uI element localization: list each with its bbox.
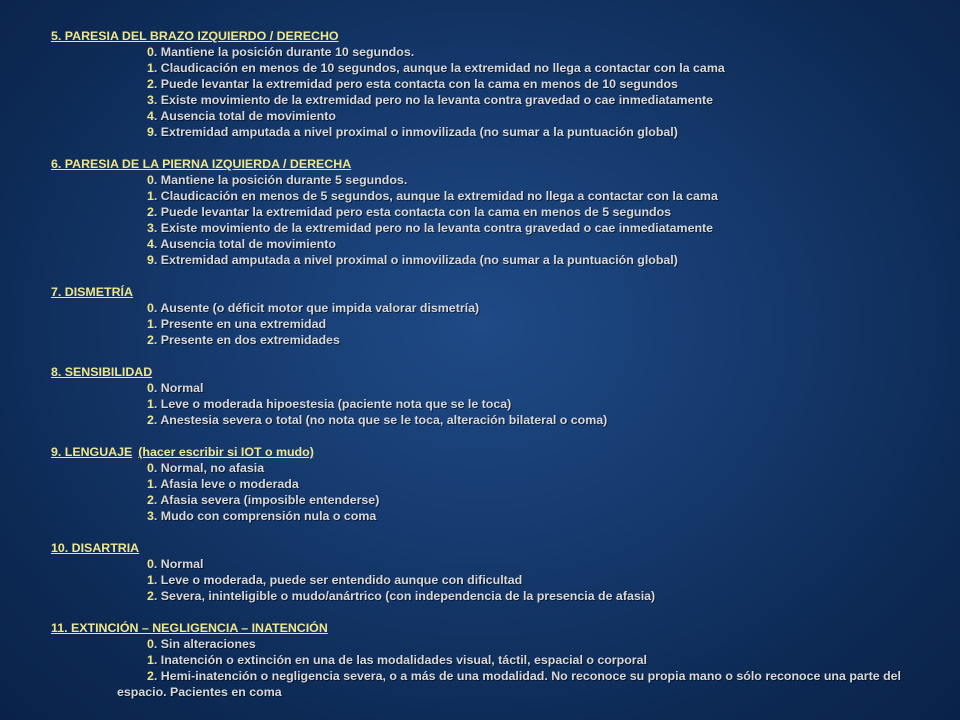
score-value: 2	[147, 669, 154, 683]
score-value: 0	[147, 301, 154, 315]
score-value: 2	[147, 77, 154, 91]
score-item	[51, 220, 911, 236]
score-description: . Puede levantar la extremidad pero esta contacta con la cama en menos de 10 segundos	[153, 77, 678, 91]
score-item	[51, 668, 911, 700]
score-value: 0	[147, 637, 154, 651]
score-value: 1	[147, 317, 154, 331]
score-description: . Afasia leve o moderada	[153, 477, 299, 491]
score-description: . Mudo con comprensión nula o coma	[153, 509, 377, 523]
score-description: . Inatención o extinción en una de las modalidades visual, táctil, espacial o corporal	[153, 653, 647, 667]
score-item	[51, 556, 911, 572]
score-item	[51, 332, 911, 348]
section-heading: 5. PARESIA DEL BRAZO IZQUIERDO / DERECHO	[51, 29, 339, 43]
score-description: . Claudicación en menos de 5 segundos, aunque la extremidad no llega a contactar con la cama	[153, 189, 718, 203]
section-heading: 11. EXTINCIÓN – NEGLIGENCIA – INATENCIÓN	[51, 621, 328, 635]
score-description: . Normal, no afasia	[153, 461, 265, 475]
score-value: 3	[147, 221, 154, 235]
score-item	[51, 652, 911, 668]
score-value: 2	[147, 589, 154, 603]
score-item	[51, 492, 911, 508]
section-heading: 7. DISMETRÍA	[51, 285, 133, 299]
score-description: . Leve o moderada hipoestesia (paciente nota que se le toca)	[153, 397, 512, 411]
score-description: . Normal	[153, 557, 204, 571]
score-description: . Anestesia severa o total (no nota que se le toca, alteración bilateral o coma)	[153, 413, 608, 427]
section-extinction-neglect	[51, 620, 911, 700]
score-description: . Ausencia total de movimiento	[153, 109, 336, 123]
score-item	[51, 588, 911, 604]
score-description: . Ausencia total de movimiento	[153, 237, 336, 251]
score-value: 2	[147, 333, 154, 347]
score-item	[51, 188, 911, 204]
score-item	[51, 380, 911, 396]
section-heading: 9. LENGUAJE (hacer escribir si IOT o mudo)	[51, 445, 314, 459]
score-description: . Severa, ininteligible o mudo/anártrico (con independencia de la presencia de afasia)	[153, 589, 656, 603]
score-value: 1	[147, 653, 154, 667]
score-value: 2	[147, 413, 154, 427]
score-value: 4	[147, 109, 154, 123]
score-item	[51, 508, 911, 524]
section-leg-paresis	[51, 156, 911, 268]
score-description: . Presente en dos extremidades	[153, 333, 340, 347]
section-heading: 8. SENSIBILIDAD	[51, 365, 153, 379]
score-item	[51, 44, 911, 60]
score-value: 1	[147, 397, 154, 411]
score-item	[51, 60, 911, 76]
score-description: . Puede levantar la extremidad pero esta contacta con la cama en menos de 5 segundos	[153, 205, 672, 219]
score-value: 0	[147, 557, 154, 571]
score-value: 4	[147, 237, 154, 251]
score-description: . Normal	[153, 381, 204, 395]
score-value: 9	[147, 125, 154, 139]
section-dysarthria	[51, 540, 911, 604]
section-heading: 6. PARESIA DE LA PIERNA IZQUIERDA / DERECHA	[51, 157, 352, 171]
score-item	[51, 204, 911, 220]
score-description: . Sin alteraciones	[153, 637, 256, 651]
score-item	[51, 572, 911, 588]
score-description: . Leve o moderada, puede ser entendido aunque con dificultad	[153, 573, 523, 587]
score-value: 0	[147, 381, 154, 395]
section-note: (hacer escribir si IOT o mudo)	[138, 445, 314, 459]
score-value: 0	[147, 461, 154, 475]
score-item	[51, 92, 911, 108]
score-item	[51, 124, 911, 140]
score-description: . Mantiene la posición durante 5 segundos.	[153, 173, 408, 187]
score-description: . Existe movimiento de la extremidad pero no la levanta contra gravedad o cae inmediatamente	[153, 221, 714, 235]
score-item	[51, 476, 911, 492]
score-description: . Claudicación en menos de 10 segundos, aunque la extremidad no llega a contactar con la cama	[153, 61, 725, 75]
score-item	[51, 252, 911, 268]
score-description: . Extremidad amputada a nivel proximal o inmovilizada (no sumar a la puntuación global)	[153, 253, 678, 267]
score-item	[51, 412, 911, 428]
section-arm-paresis	[51, 28, 911, 140]
score-description: . Afasia severa (imposible entenderse)	[153, 493, 380, 507]
score-description: . Presente en una extremidad	[153, 317, 327, 331]
score-item	[51, 300, 911, 316]
score-value: 0	[147, 45, 154, 59]
score-value: 1	[147, 189, 154, 203]
scale-document	[51, 28, 911, 700]
score-item	[51, 76, 911, 92]
score-value: 2	[147, 205, 154, 219]
score-value: 3	[147, 93, 154, 107]
score-item	[51, 636, 911, 652]
score-item	[51, 236, 911, 252]
score-description: . Ausente (o déficit motor que impida valorar dismetría)	[153, 301, 480, 315]
score-description: . Existe movimiento de la extremidad pero no la levanta contra gravedad o cae inmediatamente	[153, 93, 714, 107]
score-item	[51, 108, 911, 124]
score-item	[51, 316, 911, 332]
score-value: 1	[147, 477, 154, 491]
section-dysmetria	[51, 284, 911, 348]
score-item	[51, 172, 911, 188]
score-value: 1	[147, 573, 154, 587]
section-language	[51, 444, 911, 524]
section-sensitivity	[51, 364, 911, 428]
score-value: 1	[147, 61, 154, 75]
score-value: 9	[147, 253, 154, 267]
score-value: 0	[147, 173, 154, 187]
score-description: . Extremidad amputada a nivel proximal o inmovilizada (no sumar a la puntuación global)	[153, 125, 678, 139]
score-value: 3	[147, 509, 154, 523]
score-value: 2	[147, 493, 154, 507]
score-item	[51, 460, 911, 476]
score-description: . Hemi-inatención o negligencia severa, o a más de una modalidad. No reconoce su propia mano o sólo reconoce una parte del espacio. Pacientes en coma	[117, 669, 901, 699]
score-description: . Mantiene la posición durante 10 segundos.	[153, 45, 415, 59]
section-heading: 10. DISARTRIA	[51, 541, 140, 555]
score-item	[51, 396, 911, 412]
